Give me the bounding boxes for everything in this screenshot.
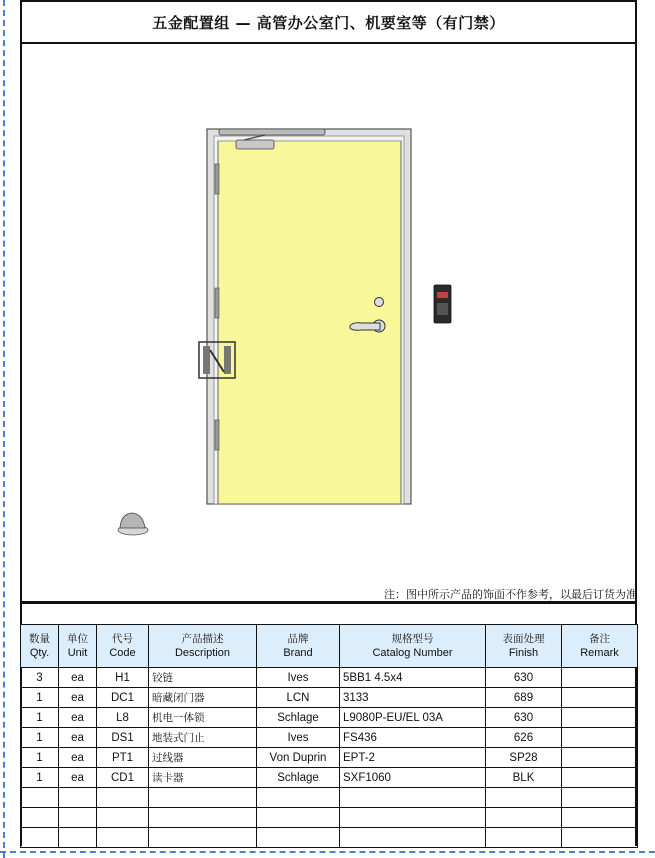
cell-qty: 1: [21, 728, 59, 748]
cell-catalog: SXF1060: [340, 768, 486, 788]
table-row: [21, 708, 638, 728]
cell-unit: ea: [59, 708, 97, 728]
cell-catalog: L9080P-EU/EL 03A: [340, 708, 486, 728]
table-row: [21, 728, 638, 748]
cell-qty: 1: [21, 708, 59, 728]
table-row: [21, 668, 638, 688]
cell-description: 铰链: [149, 668, 257, 688]
cell-brand: Schlage: [257, 768, 340, 788]
cell-unit: ea: [59, 748, 97, 768]
cell-code: DC1: [97, 688, 149, 708]
cell-code: DS1: [97, 728, 149, 748]
header-unit: 单位 Unit: [59, 625, 97, 668]
cell-catalog: 5BB1 4.5x4: [340, 668, 486, 688]
cell-remark: [562, 768, 638, 788]
cell-description: 读卡器: [149, 768, 257, 788]
cell-finish: BLK: [486, 768, 562, 788]
cell-code: H1: [97, 668, 149, 688]
card-reader-icon: [434, 285, 451, 323]
cell-remark: [562, 748, 638, 768]
table-row: [21, 748, 638, 768]
table-empty-row: [21, 788, 638, 808]
header-finish: 表面处理 Finish: [486, 625, 562, 668]
cell-unit: ea: [59, 688, 97, 708]
header-description: 产品描述 Description: [149, 625, 257, 668]
page-bottom-dashed-border: [0, 851, 655, 853]
cell-catalog: EPT-2: [340, 748, 486, 768]
header-qty: 数量 Qty.: [21, 625, 59, 668]
table-row: [21, 768, 638, 788]
cell-catalog: 3133: [340, 688, 486, 708]
cell-unit: ea: [59, 668, 97, 688]
cell-unit: ea: [59, 768, 97, 788]
cell-catalog: FS436: [340, 728, 486, 748]
cell-remark: [562, 708, 638, 728]
cell-brand: LCN: [257, 688, 340, 708]
table-empty-row: [21, 828, 638, 848]
cell-qty: 3: [21, 668, 59, 688]
cell-finish: 630: [486, 668, 562, 688]
hardware-table-wrapper: [20, 601, 637, 848]
cell-code: PT1: [97, 748, 149, 768]
table-empty-row: [21, 808, 638, 828]
cell-brand: Schlage: [257, 708, 340, 728]
header-remark: 备注 Remark: [562, 625, 638, 668]
cell-finish: 626: [486, 728, 562, 748]
header-brand: 品牌 Brand: [257, 625, 340, 668]
cell-brand: Ives: [257, 668, 340, 688]
cell-remark: [562, 668, 638, 688]
header-catalog: 规格型号 Catalog Number: [340, 625, 486, 668]
cell-description: 机电一体锁: [149, 708, 257, 728]
table-row: [21, 688, 638, 708]
cell-finish: 689: [486, 688, 562, 708]
cell-description: 过线器: [149, 748, 257, 768]
hardware-table: [20, 624, 638, 848]
table-header-row: [21, 625, 638, 668]
cell-finish: 630: [486, 708, 562, 728]
page-title: 五金配置组 — 高管办公室门、机要室等（有门禁）: [152, 14, 505, 32]
cell-description: 暗藏闭门器: [149, 688, 257, 708]
cell-qty: 1: [21, 688, 59, 708]
cell-description: 地装式门止: [149, 728, 257, 748]
cell-qty: 1: [21, 748, 59, 768]
cell-remark: [562, 728, 638, 748]
cell-remark: [562, 688, 638, 708]
cell-finish: SP28: [486, 748, 562, 768]
cell-unit: ea: [59, 728, 97, 748]
cell-code: CD1: [97, 768, 149, 788]
floor-door-stop-icon: [118, 513, 148, 535]
finish-note: 注：图中所示产品的饰面不作参考，以最后订货为准: [384, 588, 637, 601]
cell-brand: Ives: [257, 728, 340, 748]
cell-brand: Von Duprin: [257, 748, 340, 768]
cell-qty: 1: [21, 768, 59, 788]
header-code: 代号 Code: [97, 625, 149, 668]
cell-code: L8: [97, 708, 149, 728]
